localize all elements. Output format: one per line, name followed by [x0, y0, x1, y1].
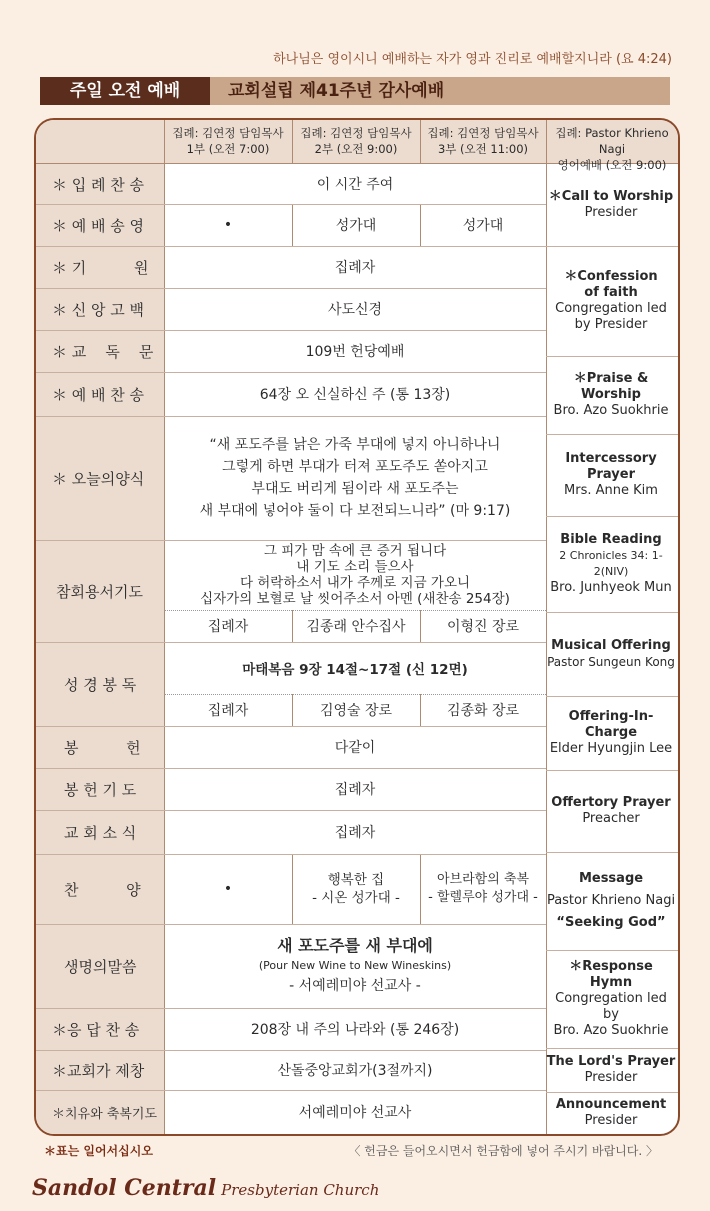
header-service-1: [164, 120, 292, 164]
offertory-prayer-text: 집례자: [334, 782, 376, 798]
title-bar: [40, 77, 670, 105]
label-confession-prayer: 참회용서기도: [56, 582, 143, 601]
column-divider: [420, 120, 421, 164]
label-offering: 봉 헌: [64, 738, 141, 757]
label-announcements: 교 회 소 식: [64, 823, 137, 842]
confession-service-3: 이형진 장로: [446, 619, 520, 635]
english-item-title: ＊Praise & Worship: [573, 371, 649, 402]
english-item-title: ＊Response Hymn: [569, 959, 653, 990]
label-healing-prayer: ＊치유와 축복기도: [52, 1106, 158, 1122]
offering-note: 〈 헌금은 들어오시면서 헌금함에 넣어 주시기 바랍니다. 〉: [348, 1144, 658, 1158]
label-creed: ＊ 신 앙 고 백: [52, 300, 145, 319]
header-officiant: 집례: 김연정 담임목사: [300, 126, 412, 140]
header-service-english: [546, 120, 678, 172]
church-brand: [32, 1175, 379, 1201]
english-item-title: Offering-In-Charge: [568, 709, 654, 740]
english-lords-prayer: [546, 1048, 676, 1092]
english-item-title: The Lord's Prayer: [546, 1054, 676, 1069]
response-hymn-text: 208장 내 주의 나라와 (통 246장): [250, 1022, 460, 1038]
english-item-title: Intercessory Prayer: [565, 451, 657, 482]
english-item-title: Offertory Prayer: [551, 795, 671, 810]
header-time: 영어예배 (오전 9:00): [557, 158, 667, 172]
anthem-service-3: [420, 854, 546, 924]
anthem-service-2: [292, 854, 420, 924]
english-item-person: Presider: [584, 1070, 638, 1085]
label-response-hymn: ＊응 답 찬 송: [52, 1020, 140, 1039]
english-musical-offering: [546, 612, 676, 696]
label-invocation: ＊ 기 원: [52, 258, 149, 277]
hymn-line: 내 기도 소리 들으사: [296, 559, 414, 575]
english-message: [546, 852, 676, 950]
sermon-title: 새 포도주를 새 부대에: [277, 936, 433, 955]
anthem-title: 아브라함의 축복: [436, 872, 530, 887]
brand-subtitle: Presbyterian Church: [221, 1181, 380, 1199]
english-item-title: of faith: [584, 285, 638, 300]
label-church-anthem: ＊교회가 제창: [52, 1061, 145, 1080]
header-officiant: 집례: 김연정 담임목사: [172, 126, 284, 140]
standing-note: ＊표는 일어서십시오: [44, 1144, 153, 1158]
header-officiant: 집례: Pastor Khrieno Nagi: [555, 126, 669, 156]
header-time: 1부 (오전 7:00): [186, 142, 270, 156]
verse-line: 그렇게 하면 부대가 터져 포도주도 쏟아지고: [222, 459, 488, 475]
english-item-person: Presider: [584, 205, 638, 220]
label-offertory-prayer: 봉 헌 기 도: [64, 780, 137, 799]
hymn-line: 십자가의 보혈로 날 씻어주소서 아멘 (새찬송 254장): [200, 591, 510, 607]
english-praise-worship: [546, 356, 676, 434]
header-officiant: 집례: 김연정 담임목사: [427, 126, 539, 140]
label-sermon: 생명의말씀: [64, 957, 137, 976]
verse-line: 부대도 버리게 됨이라 새 포도주는: [251, 481, 459, 497]
english-sermon-title: “Seeking God”: [556, 915, 666, 930]
header-service-3: [420, 120, 546, 164]
column-divider: [292, 120, 293, 164]
english-response-hymn: [546, 950, 676, 1048]
english-item-person: Congregation led by: [555, 991, 667, 1022]
healing-prayer-text: 서예레미야 선교사: [298, 1105, 412, 1121]
english-item-person: Presider: [584, 1113, 638, 1128]
label-anthem: 찬 양: [64, 880, 141, 899]
english-item-person: Pastor Khrieno Nagi: [546, 893, 676, 908]
label-daily-bread: ＊ 오늘의양식: [52, 469, 145, 488]
order-of-service-table: [34, 118, 680, 1136]
english-confession: [546, 246, 676, 356]
confession-service-1: 집례자: [207, 619, 249, 635]
english-item-person: Bro. Azo Suokhrie: [553, 403, 669, 418]
header-time: 2부 (오전 9:00): [314, 142, 398, 156]
label-entrance-hymn: ＊ 입 례 찬 송: [52, 175, 145, 194]
label-worship-hymn: ＊ 예 배 찬 송: [52, 385, 145, 404]
scripture-service-1: 집례자: [207, 703, 249, 719]
english-item-reference: 2 Chronicles 34: 1-2(NIV): [559, 549, 663, 578]
invocation-text: 집례자: [334, 260, 376, 276]
announcements-text: 집례자: [334, 825, 376, 841]
header-blank: [36, 120, 164, 164]
header-service-2: [292, 120, 420, 164]
anthem-service-1: •: [223, 881, 233, 897]
english-bible-reading: [546, 516, 676, 612]
english-item-person: Elder Hyungjin Lee: [549, 741, 673, 756]
english-item-title: Announcement: [555, 1097, 667, 1112]
doxology-service-2: 성가대: [335, 218, 377, 234]
english-announcement: [546, 1092, 676, 1134]
english-offertory-prayer: [546, 770, 676, 852]
entrance-hymn-text: 이 시간 주여: [316, 177, 394, 193]
english-item-person: Congregation led: [555, 301, 667, 316]
church-anthem-text: 산돌중앙교회가(3절까지): [277, 1063, 433, 1079]
english-item-title: ＊Confession: [564, 269, 658, 284]
english-item-person: Preacher: [582, 811, 640, 826]
english-item-person: by Presider: [574, 317, 648, 332]
event-title: 교회설립 제41주년 감사예배: [210, 77, 670, 105]
english-item-title: ＊Call to Worship: [548, 189, 674, 204]
header-time: 3부 (오전 11:00): [437, 142, 529, 156]
scripture-service-2: 김영술 장로: [319, 703, 393, 719]
anthem-choir: - 할렐루야 성가대 -: [428, 890, 538, 905]
label-responsive-reading: ＊ 교 독 문: [52, 342, 154, 361]
anthem-choir: - 시온 성가대 -: [312, 890, 400, 906]
doxology-service-3: 성가대: [462, 218, 504, 234]
verse-line: 새 부대에 넣어야 둘이 다 보전되느니라” (마 9:17): [199, 503, 511, 519]
english-item-person: Pastor Sungeun Kong: [547, 655, 675, 669]
english-item-person: Bro. Azo Suokhrie: [553, 1023, 669, 1038]
confession-hymn: [164, 540, 546, 610]
label-doxology: ＊ 예 배 송 영: [52, 216, 145, 235]
sermon-subtitle: (Pour New Wine to New Wineskins): [258, 959, 452, 972]
confession-service-2: 김종래 안수집사: [306, 619, 406, 635]
worship-hymn-text: 64장 오 신실하신 주 (통 13장): [259, 387, 451, 403]
hymn-line: 다 허락하소서 내가 주께로 지금 가오니: [239, 575, 471, 591]
english-item-person: Mrs. Anne Kim: [564, 483, 658, 498]
creed-text: 사도신경: [327, 302, 383, 318]
english-offering-in-charge: [546, 696, 676, 770]
brand-name: Sandol Central: [32, 1175, 217, 1201]
responsive-reading-text: 109번 헌당예배: [305, 344, 405, 360]
english-item-title: Message: [578, 871, 644, 886]
english-item-title: Musical Offering: [551, 638, 671, 653]
scripture-text: 마태복음 9장 14절~17절 (신 12면): [242, 662, 468, 678]
doxology-service-1: •: [223, 217, 233, 233]
header-verse: 하나님은 영이시니 예배하는 자가 영과 진리로 예배할지니라 (요 4:24): [273, 52, 672, 67]
english-item-title: Bible Reading: [560, 532, 662, 547]
anthem-title: 행복한 집: [327, 872, 385, 888]
verse-line: “새 포도주를 낡은 가죽 부대에 넣지 아니하나니: [209, 437, 501, 453]
english-call-to-worship: [546, 164, 676, 246]
english-intercessory-prayer: [546, 434, 676, 516]
label-scripture-reading: 성 경 봉 독: [64, 675, 137, 694]
english-item-person: Bro. Junhyeok Mun: [550, 580, 672, 595]
scripture-service-3: 김종화 장로: [446, 703, 520, 719]
hymn-line: 그 피가 맘 속에 큰 증거 됩니다: [263, 543, 447, 559]
offering-text: 다같이: [334, 740, 376, 756]
service-title: 주일 오전 예배: [40, 77, 210, 105]
sermon-info: [164, 924, 546, 1008]
daily-bread-verse: [164, 416, 546, 540]
sermon-preacher: - 서예레미야 선교사 -: [289, 978, 421, 994]
